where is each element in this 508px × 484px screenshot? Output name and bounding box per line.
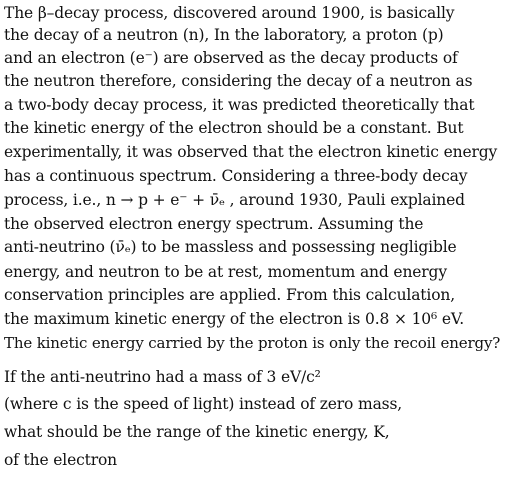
question-line-1: If the anti-neutrino had a mass of 3 eV/c² xyxy=(4,368,321,386)
question-line-4: of the electron xyxy=(4,451,117,469)
passage-line-6: the kinetic energy of the electron should be a constant. But xyxy=(4,119,464,137)
passage-line-3: and an electron (e⁻) are observed as the decay products of xyxy=(4,49,458,67)
question-line-2: (where c is the speed of light) instead of zero mass, xyxy=(4,395,403,413)
passage-line-7: experimentally, it was observed that the electron kinetic energy xyxy=(4,143,498,161)
passage-line-15: The kinetic energy carried by the proton is only the recoil energy? xyxy=(4,334,501,352)
passage-line-4: the neutron therefore, considering the decay of a neutron as xyxy=(4,72,473,90)
passage-line-5: a two-body decay process, it was predicted theoretically that xyxy=(4,96,475,114)
question-line-3: what should be the range of the kinetic energy, K, xyxy=(4,423,390,441)
passage-line-11: anti-neutrino (ν̄ₑ) to be massless and possessing negligible xyxy=(4,238,457,256)
passage-line-13: conservation principles are applied. From this calculation, xyxy=(4,286,455,304)
passage-line-14: the maximum kinetic energy of the electron is 0.8 × 10⁶ eV. xyxy=(4,310,464,328)
passage-line-2: the decay of a neutron (n), In the laboratory, a proton (p) xyxy=(4,26,444,44)
passage-line-1: The β–decay process, discovered around 1900, is basically xyxy=(4,4,455,22)
passage-line-8: has a continuous spectrum. Considering a three-body decay xyxy=(4,167,468,185)
passage-line-10: the observed electron energy spectrum. Assuming the xyxy=(4,215,424,233)
passage-line-9: process, i.e., n → p + e⁻ + ν̄ₑ , around 1930, Pauli explained xyxy=(4,191,465,209)
passage-line-12: energy, and neutron to be at rest, momentum and energy xyxy=(4,263,447,281)
